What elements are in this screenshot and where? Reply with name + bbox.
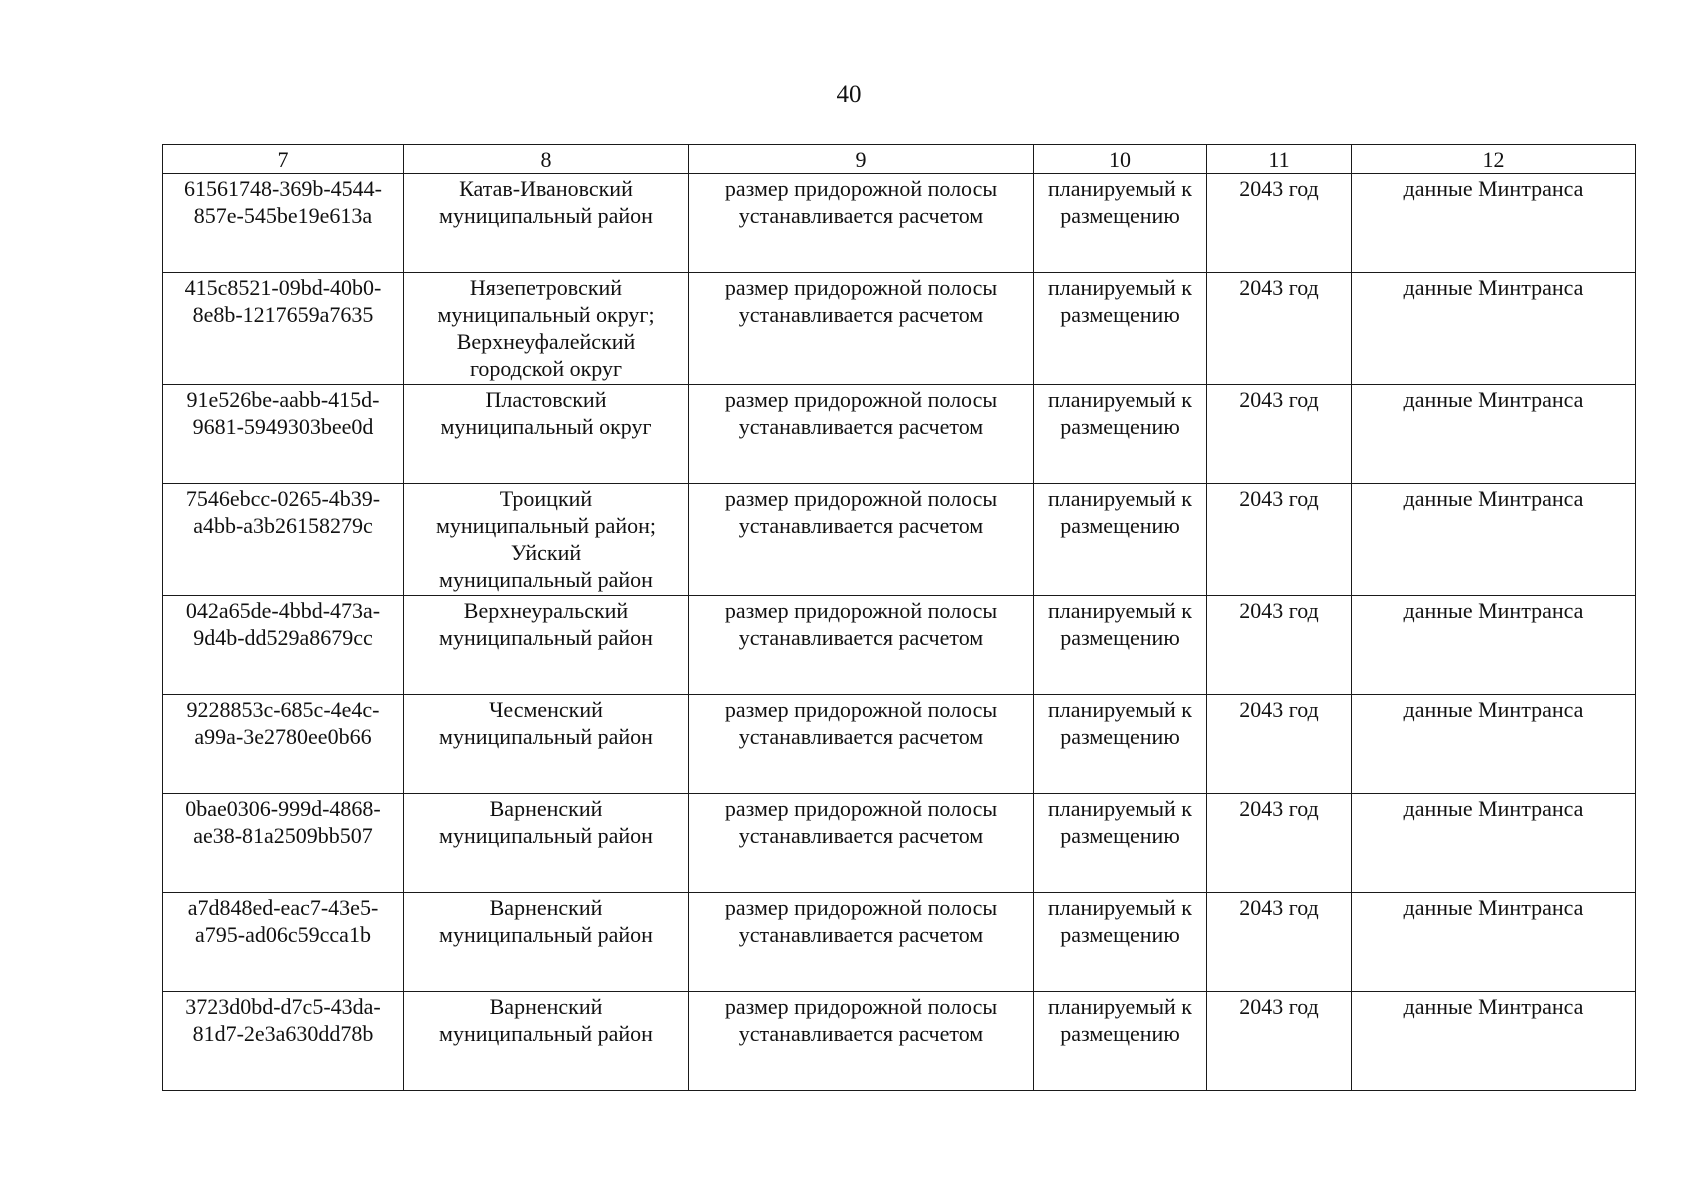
cell-status [1034, 893, 1207, 992]
table-row [163, 992, 1636, 1091]
cell-zone-size [689, 695, 1034, 794]
table-row [163, 385, 1636, 484]
zone-size-line: размер придорожной полосы [724, 895, 998, 920]
status-line: планируемый к [1048, 697, 1192, 722]
source-text: данные Минтранса [1403, 486, 1584, 511]
status-line: размещению [1060, 513, 1180, 538]
cell-source [1352, 385, 1636, 484]
municipality-line: Троицкий [499, 486, 593, 511]
year-text: 2043 год [1239, 387, 1319, 412]
source-text: данные Минтранса [1403, 895, 1584, 920]
municipality-line: муниципальный район [439, 203, 653, 228]
year-text: 2043 год [1239, 275, 1319, 300]
object-id-line: a4bb-a3b26158279c [193, 513, 373, 538]
municipality-line: Чесменский [489, 697, 603, 722]
table-row [163, 596, 1636, 695]
status-line: планируемый к [1048, 275, 1192, 300]
status-line: размещению [1060, 922, 1180, 947]
status-line: размещению [1060, 1021, 1180, 1046]
municipality-line: муниципальный район [439, 823, 653, 848]
object-id-line: 7546ebcc-0265-4b39- [185, 486, 381, 511]
zone-size-line: устанавливается расчетом [738, 625, 984, 650]
municipality-line: Верхнеуральский [463, 598, 629, 623]
cell-object-id [163, 385, 404, 484]
municipality-line: Уйский [510, 540, 582, 565]
object-id-line: 0bae0306-999d-4868- [185, 796, 381, 821]
municipality-line: городской округ [469, 356, 623, 381]
cell-object-id [163, 893, 404, 992]
cell-source [1352, 484, 1636, 596]
cell-source [1352, 596, 1636, 695]
status-line: размещению [1060, 823, 1180, 848]
municipality-line: Катав-Ивановский [459, 176, 633, 201]
zone-size-line: устанавливается расчетом [738, 823, 984, 848]
zone-size-line: размер придорожной полосы [724, 598, 998, 623]
zone-size-line: устанавливается расчетом [738, 513, 984, 538]
cell-object-id [163, 484, 404, 596]
zone-size-line: размер придорожной полосы [724, 796, 998, 821]
zone-size-line: устанавливается расчетом [738, 414, 984, 439]
cell-year [1207, 484, 1352, 596]
cell-zone-size [689, 992, 1034, 1091]
cell-status [1034, 794, 1207, 893]
object-id-line: 415c8521-09bd-40b0- [184, 275, 382, 300]
cell-status [1034, 992, 1207, 1091]
cell-zone-size [689, 794, 1034, 893]
cell-municipality [404, 893, 689, 992]
year-text: 2043 год [1239, 176, 1319, 201]
cell-status [1034, 695, 1207, 794]
municipality-line: муниципальный район; [435, 513, 656, 538]
cell-object-id [163, 695, 404, 794]
municipality-line: муниципальный округ [440, 414, 652, 439]
object-id-line: 042a65de-4bbd-473a- [185, 598, 381, 623]
table-body [163, 174, 1636, 1091]
status-line: планируемый к [1048, 387, 1192, 412]
cell-municipality [404, 273, 689, 385]
object-id-line: a7d848ed-eac7-43e5- [187, 895, 379, 920]
cell-status [1034, 596, 1207, 695]
status-line: планируемый к [1048, 994, 1192, 1019]
zone-size-line: устанавливается расчетом [738, 922, 984, 947]
object-id-line: a99a-3e2780ee0b66 [194, 724, 372, 749]
municipality-line: Верхнеуфалейский [456, 329, 636, 354]
zone-size-line: устанавливается расчетом [738, 302, 984, 327]
status-line: планируемый к [1048, 895, 1192, 920]
cell-object-id [163, 174, 404, 273]
year-text: 2043 год [1239, 895, 1319, 920]
cell-zone-size [689, 385, 1034, 484]
municipality-line: Варненский [489, 796, 603, 821]
cell-municipality [404, 385, 689, 484]
object-id-line: 857e-545be19e613a [193, 203, 373, 228]
zone-size-line: устанавливается расчетом [738, 203, 984, 228]
status-line: планируемый к [1048, 176, 1192, 201]
cell-source [1352, 174, 1636, 273]
column-header-11: 11 [1207, 145, 1352, 174]
cell-zone-size [689, 273, 1034, 385]
cell-year [1207, 273, 1352, 385]
status-line: размещению [1060, 724, 1180, 749]
object-id-line: 9681-5949303bee0d [192, 414, 374, 439]
cell-object-id [163, 992, 404, 1091]
object-id-line: 3723d0bd-d7c5-43da- [185, 994, 381, 1019]
zone-size-line: размер придорожной полосы [724, 387, 998, 412]
zone-size-line: размер придорожной полосы [724, 697, 998, 722]
source-text: данные Минтранса [1403, 994, 1584, 1019]
cell-status [1034, 174, 1207, 273]
cell-source [1352, 695, 1636, 794]
column-header-10: 10 [1034, 145, 1207, 174]
cell-object-id [163, 794, 404, 893]
source-text: данные Минтранса [1403, 275, 1584, 300]
status-line: размещению [1060, 203, 1180, 228]
status-line: планируемый к [1048, 598, 1192, 623]
cell-zone-size [689, 596, 1034, 695]
object-id-line: ae38-81a2509bb507 [193, 823, 373, 848]
cell-year [1207, 695, 1352, 794]
zone-size-line: размер придорожной полосы [724, 176, 998, 201]
table-row [163, 893, 1636, 992]
cell-year [1207, 893, 1352, 992]
page-number: 40 [836, 81, 862, 108]
cell-source [1352, 273, 1636, 385]
status-line: размещению [1060, 414, 1180, 439]
column-header-12: 12 [1352, 145, 1636, 174]
cell-municipality [404, 992, 689, 1091]
cell-status [1034, 273, 1207, 385]
column-header-8: 8 [404, 145, 689, 174]
table-header-row [163, 145, 1636, 174]
cell-municipality [404, 484, 689, 596]
municipality-line: Пластовский [485, 387, 607, 412]
cell-year [1207, 385, 1352, 484]
object-id-line: a795-ad06c59cca1b [195, 922, 371, 947]
municipality-line: муниципальный район [439, 724, 653, 749]
cell-year [1207, 794, 1352, 893]
cell-zone-size [689, 174, 1034, 273]
cell-zone-size [689, 484, 1034, 596]
cell-municipality [404, 174, 689, 273]
cell-municipality [404, 794, 689, 893]
cell-zone-size [689, 893, 1034, 992]
cell-year [1207, 174, 1352, 273]
object-id-line: 9228853c-685c-4e4c- [186, 697, 380, 722]
cell-source [1352, 893, 1636, 992]
cell-municipality [404, 695, 689, 794]
table-row [163, 174, 1636, 273]
object-id-line: 91e526be-aabb-415d- [186, 387, 380, 412]
status-line: планируемый к [1048, 486, 1192, 511]
cell-source [1352, 794, 1636, 893]
table-row [163, 695, 1636, 794]
year-text: 2043 год [1239, 697, 1319, 722]
status-line: размещению [1060, 625, 1180, 650]
table-row [163, 794, 1636, 893]
object-id-line: 61561748-369b-4544- [184, 176, 382, 201]
year-text: 2043 год [1239, 486, 1319, 511]
cell-status [1034, 385, 1207, 484]
source-text: данные Минтранса [1403, 598, 1584, 623]
source-text: данные Минтранса [1403, 387, 1584, 412]
column-header-7: 7 [163, 145, 404, 174]
status-line: планируемый к [1048, 796, 1192, 821]
municipality-line: Варненский [489, 994, 603, 1019]
year-text: 2043 год [1239, 994, 1319, 1019]
source-text: данные Минтранса [1403, 176, 1584, 201]
municipality-line: Нязепетровский [469, 275, 623, 300]
municipality-line: муниципальный округ; [437, 302, 655, 327]
table-row [163, 484, 1636, 596]
municipality-line: муниципальный район [439, 567, 653, 592]
cell-municipality [404, 596, 689, 695]
zone-size-line: устанавливается расчетом [738, 1021, 984, 1046]
cell-object-id [163, 273, 404, 385]
zone-size-line: размер придорожной полосы [724, 994, 998, 1019]
year-text: 2043 год [1239, 598, 1319, 623]
object-id-line: 81d7-2e3a630dd78b [192, 1021, 374, 1046]
status-line: размещению [1060, 302, 1180, 327]
cell-status [1034, 484, 1207, 596]
source-text: данные Минтранса [1403, 697, 1584, 722]
zone-size-line: размер придорожной полосы [724, 486, 998, 511]
cell-object-id [163, 596, 404, 695]
source-text: данные Минтранса [1403, 796, 1584, 821]
zone-size-line: устанавливается расчетом [738, 724, 984, 749]
cell-year [1207, 992, 1352, 1091]
municipality-line: Варненский [489, 895, 603, 920]
cell-year [1207, 596, 1352, 695]
municipality-line: муниципальный район [439, 1021, 653, 1046]
column-header-9: 9 [689, 145, 1034, 174]
object-id-line: 9d4b-dd529a8679cc [193, 625, 373, 650]
municipality-line: муниципальный район [439, 922, 653, 947]
municipality-line: муниципальный район [439, 625, 653, 650]
data-table [162, 144, 1636, 1091]
cell-source [1352, 992, 1636, 1091]
zone-size-line: размер придорожной полосы [724, 275, 998, 300]
year-text: 2043 год [1239, 796, 1319, 821]
table-row [163, 273, 1636, 385]
object-id-line: 8e8b-1217659a7635 [192, 302, 374, 327]
